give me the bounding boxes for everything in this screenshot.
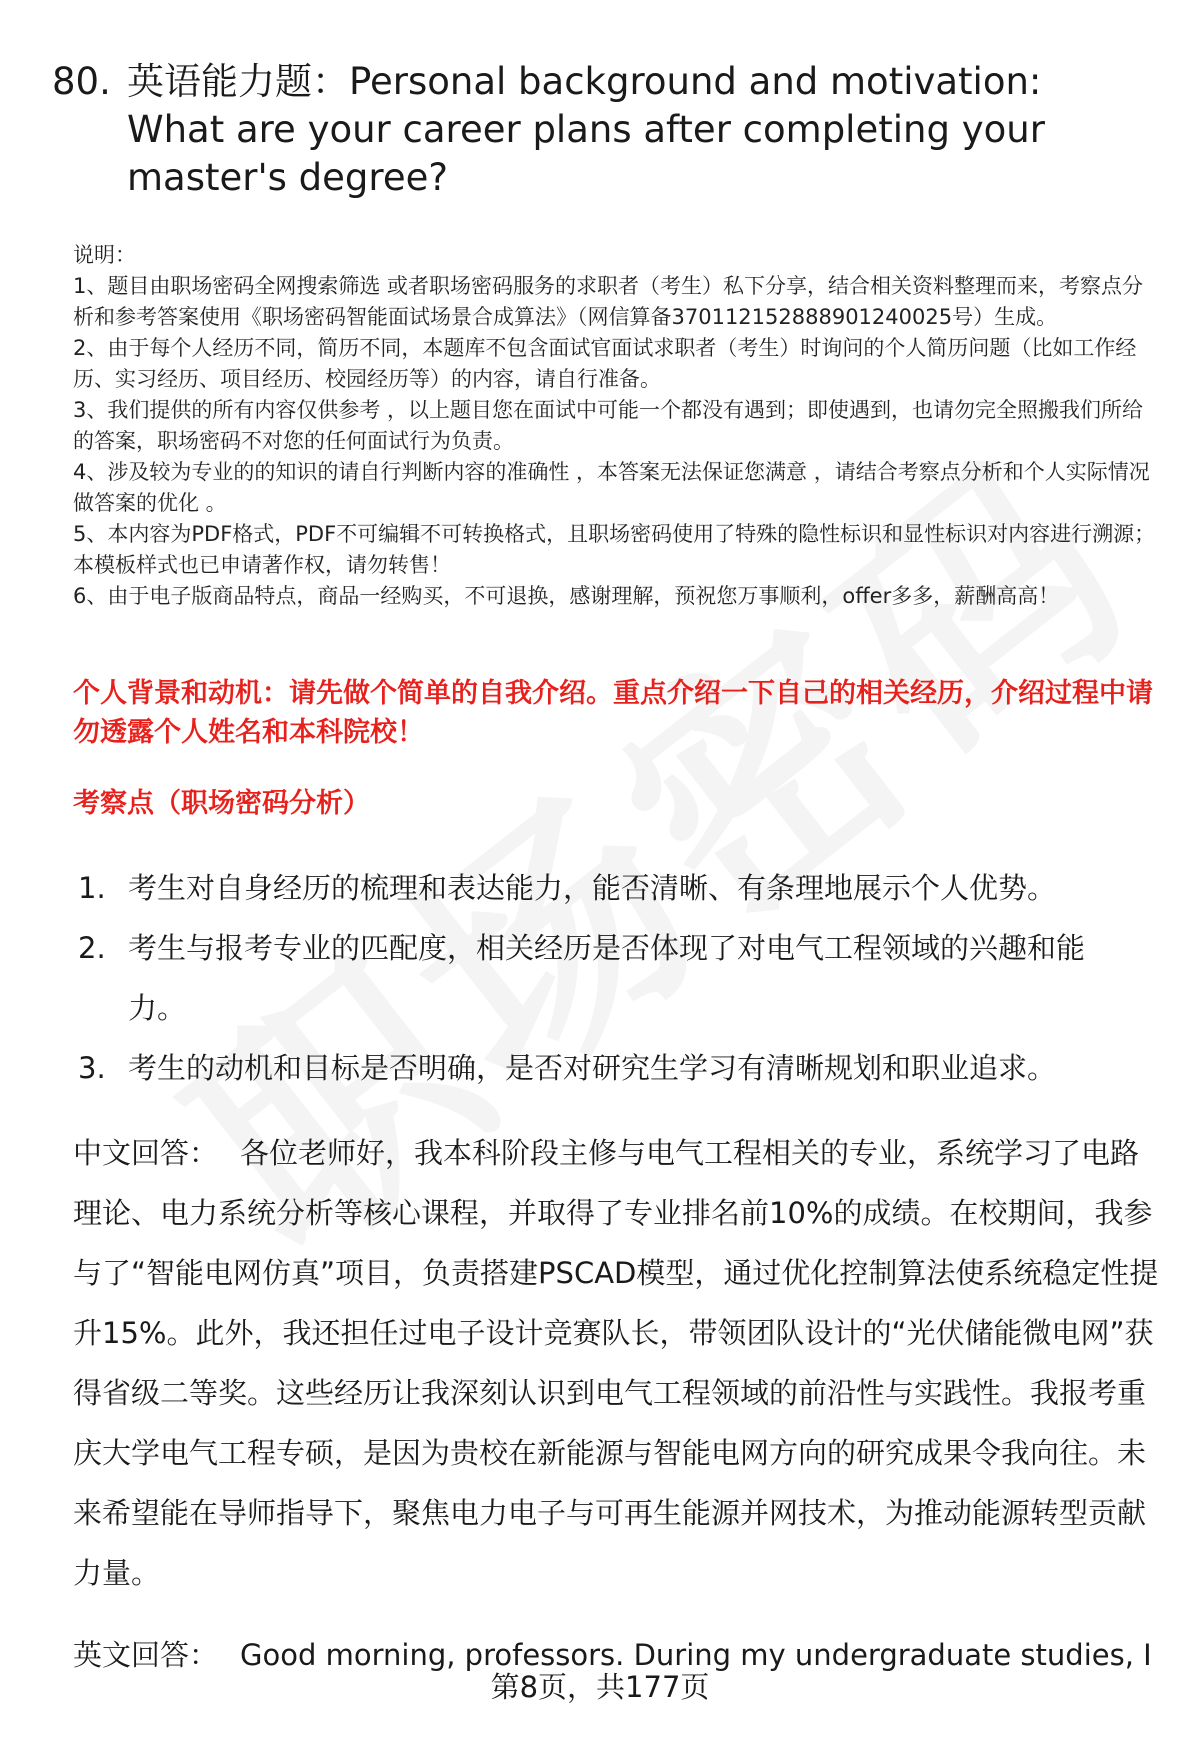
point-text: 考生与报考专业的匹配度，相关经历是否体现了对电气工程领域的兴趣和能力。 bbox=[128, 931, 1086, 1025]
point-number: 2. bbox=[78, 931, 106, 965]
analysis-point bbox=[78, 1038, 1128, 1098]
point-text: 考生的动机和目标是否明确，是否对研究生学习有清晰规划和职业追求。 bbox=[128, 1051, 1057, 1085]
page-footer: 第8页，共177页 bbox=[490, 1670, 710, 1704]
notes-heading: 说明： bbox=[73, 243, 136, 267]
notes-section bbox=[73, 240, 1163, 612]
english-answer-label: 英文回答： bbox=[73, 1638, 219, 1672]
analysis-title: 考察点（职场密码分析） bbox=[73, 788, 370, 819]
note-item: 3、我们提供的所有内容仅供参考 ，以上题目您在面试中可能一个都没有遇到；即使遇到，也请勿完全照搬我们所给的答案，职场密码不对您的任何面试行为负责。 bbox=[73, 398, 1144, 453]
point-text: 考生对自身经历的梳理和表达能力，能否清晰、有条理地展示个人优势。 bbox=[128, 871, 1057, 905]
point-number: 1. bbox=[78, 871, 106, 905]
chinese-answer-text: 各位老师好，我本科阶段主修与电气工程相关的专业，系统学习了电路理论、电力系统分析等核心课程，并取得了专业排名前10%的成绩。在校期间，我参与了“智能电网仿真”项目，负责搭建PSCAD模型，通过优化控制算法使系统稳定性提升15%。此外，我还担任过电子设计竞赛队长，带领团队设计的“光伏储能微电网”获得省级二等奖。这些经历让我深刻认识到电气工程领域的前沿性与实践性。我报考重庆大学电气工程专硕，是因为贵校在新能源与智能电网方向的研究成果令我向往。未来希望能在导师指导下，聚焦电力电子与可再生能源并网技术，为推动能源转型贡献力量。 bbox=[73, 1136, 1159, 1590]
question-number: 80. bbox=[52, 60, 111, 103]
note-item: 1、题目由职场密码全网搜索筛选 或者职场密码服务的求职者（考生）私下分享，结合相关资料整理而来，考察点分析和参考答案使用《职场密码智能面试场景合成算法》（网信算备370112152888901240025号）生成。 bbox=[73, 274, 1144, 329]
note-item: 2、由于每个人经历不同，简历不同，本题库不包含面试官面试求职者（考生）时询问的个人简历问题（比如工作经历、实习经历、项目经历、校园经历等）的内容，请自行准备。 bbox=[73, 336, 1137, 391]
chinese-answer bbox=[73, 1123, 1163, 1603]
note-item: 4、涉及较为专业的的知识的请自行判断内容的准确性 ，本答案无法保证您满意 ，请结合考察点分析和个人实际情况做答案的优化 。 bbox=[73, 460, 1150, 515]
analysis-point bbox=[78, 858, 1128, 918]
note-item: 6、由于电子版商品特点，商品一经购买，不可退换，感谢理解，预祝您万事顺利，offer多多，薪酬高高！ bbox=[73, 584, 1060, 608]
analysis-point bbox=[78, 918, 1128, 1038]
analysis-points bbox=[78, 858, 1128, 1098]
question-title bbox=[52, 58, 1142, 202]
chinese-answer-label: 中文回答： bbox=[73, 1136, 219, 1170]
english-answer-text: Good morning, professors. During my undergraduate studies, I bbox=[240, 1638, 1152, 1672]
question-text: 英语能力题：Personal background and motivation: What are your career plans after completing your master's degree? bbox=[127, 60, 1045, 199]
interview-prompt-heading: 个人背景和动机：请先做个简单的自我介绍。重点介绍一下自己的相关经历，介绍过程中请勿透露个人姓名和本科院校！ bbox=[73, 678, 1153, 748]
point-number: 3. bbox=[78, 1051, 106, 1085]
note-item: 5、本内容为PDF格式，PDF不可编辑不可转换格式，且职场密码使用了特殊的隐性标识和显性标识对内容进行溯源；本模板样式也已申请著作权，请勿转售！ bbox=[73, 522, 1156, 577]
